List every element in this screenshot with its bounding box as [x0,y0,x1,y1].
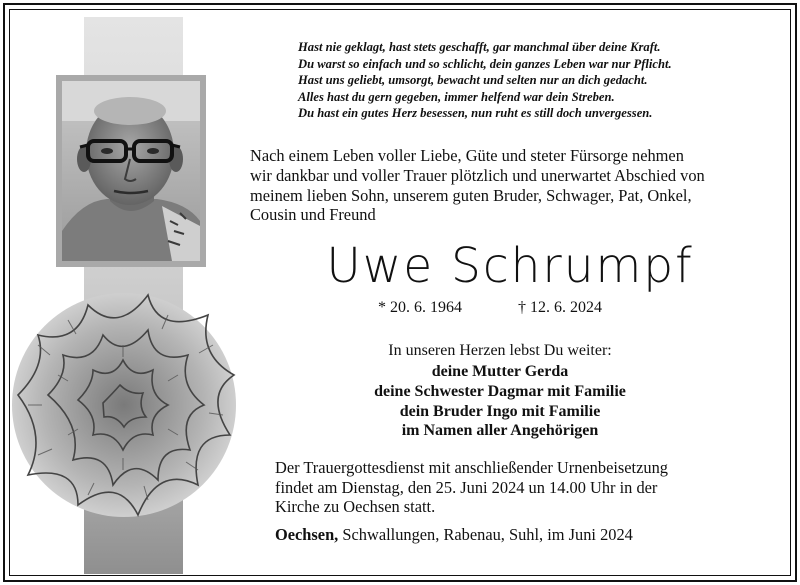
portrait-frame [56,75,206,267]
mourner: deine Mutter Gerda [431,363,569,380]
poem-line: Du warst so einfach und so schlicht, dein ganzes Leben war nur Pflicht. [298,56,672,71]
portrait-photo [62,81,200,261]
birth-date: * 20. 6. 1964 [378,299,462,316]
poem-line: Alles hast du gern gegeben, immer helfend war dein Streben. [298,89,615,104]
deceased-name: Uwe Schrumpf [326,238,694,294]
poem-line: Du hast ein gutes Herz besessen, nun ruht es still doch unvergessen. [298,106,653,121]
service-info [275,458,775,517]
intro-line: meinem lieben Sohn, unserem guten Bruder, Schwager, Pat, Onkel, [250,185,692,205]
mourner: im Namen aller Angehörigen [401,422,599,440]
service-line: Der Trauergottesdienst mit anschließender Urnenbeisetzung [275,458,668,477]
mourner: deine Schwester Dagmar mit Familie [374,382,626,400]
intro-line: wir dankbar und voller Trauer plötzlich und unerwartet Abschied von [250,165,705,185]
place-rest: Schwallungen, Rabenau, Suhl, im Juni 2024 [338,525,633,544]
life-dates [378,298,602,318]
carnation-flower [8,285,240,525]
death-date: † 12. 6. 2024 [518,299,602,316]
place-date-line [275,525,775,545]
poem [298,39,788,122]
mourners-lead: In unseren Herzen lebst Du weiter: [388,342,612,359]
place-town: Oechsen, [275,525,339,544]
service-line: findet am Dienstag, den 25. Juni 2024 un 14.00 Uhr in der [275,477,658,497]
poem-line: Hast nie geklagt, hast stets geschafft, gar manchmal über deine Kraft. [298,40,661,54]
service-line: Kirche zu Oechsen statt. [275,497,436,517]
intro-line: Cousin und Freund [250,205,376,225]
mourners [250,340,750,441]
intro-text [250,146,780,225]
mourner: dein Bruder Ingo mit Familie [399,402,601,420]
poem-line: Hast uns geliebt, umsorgt, bewacht und selten nur an dich gedacht. [298,73,648,88]
intro-line: Nach einem Leben voller Liebe, Güte und steter Fürsorge nehmen [250,146,684,165]
